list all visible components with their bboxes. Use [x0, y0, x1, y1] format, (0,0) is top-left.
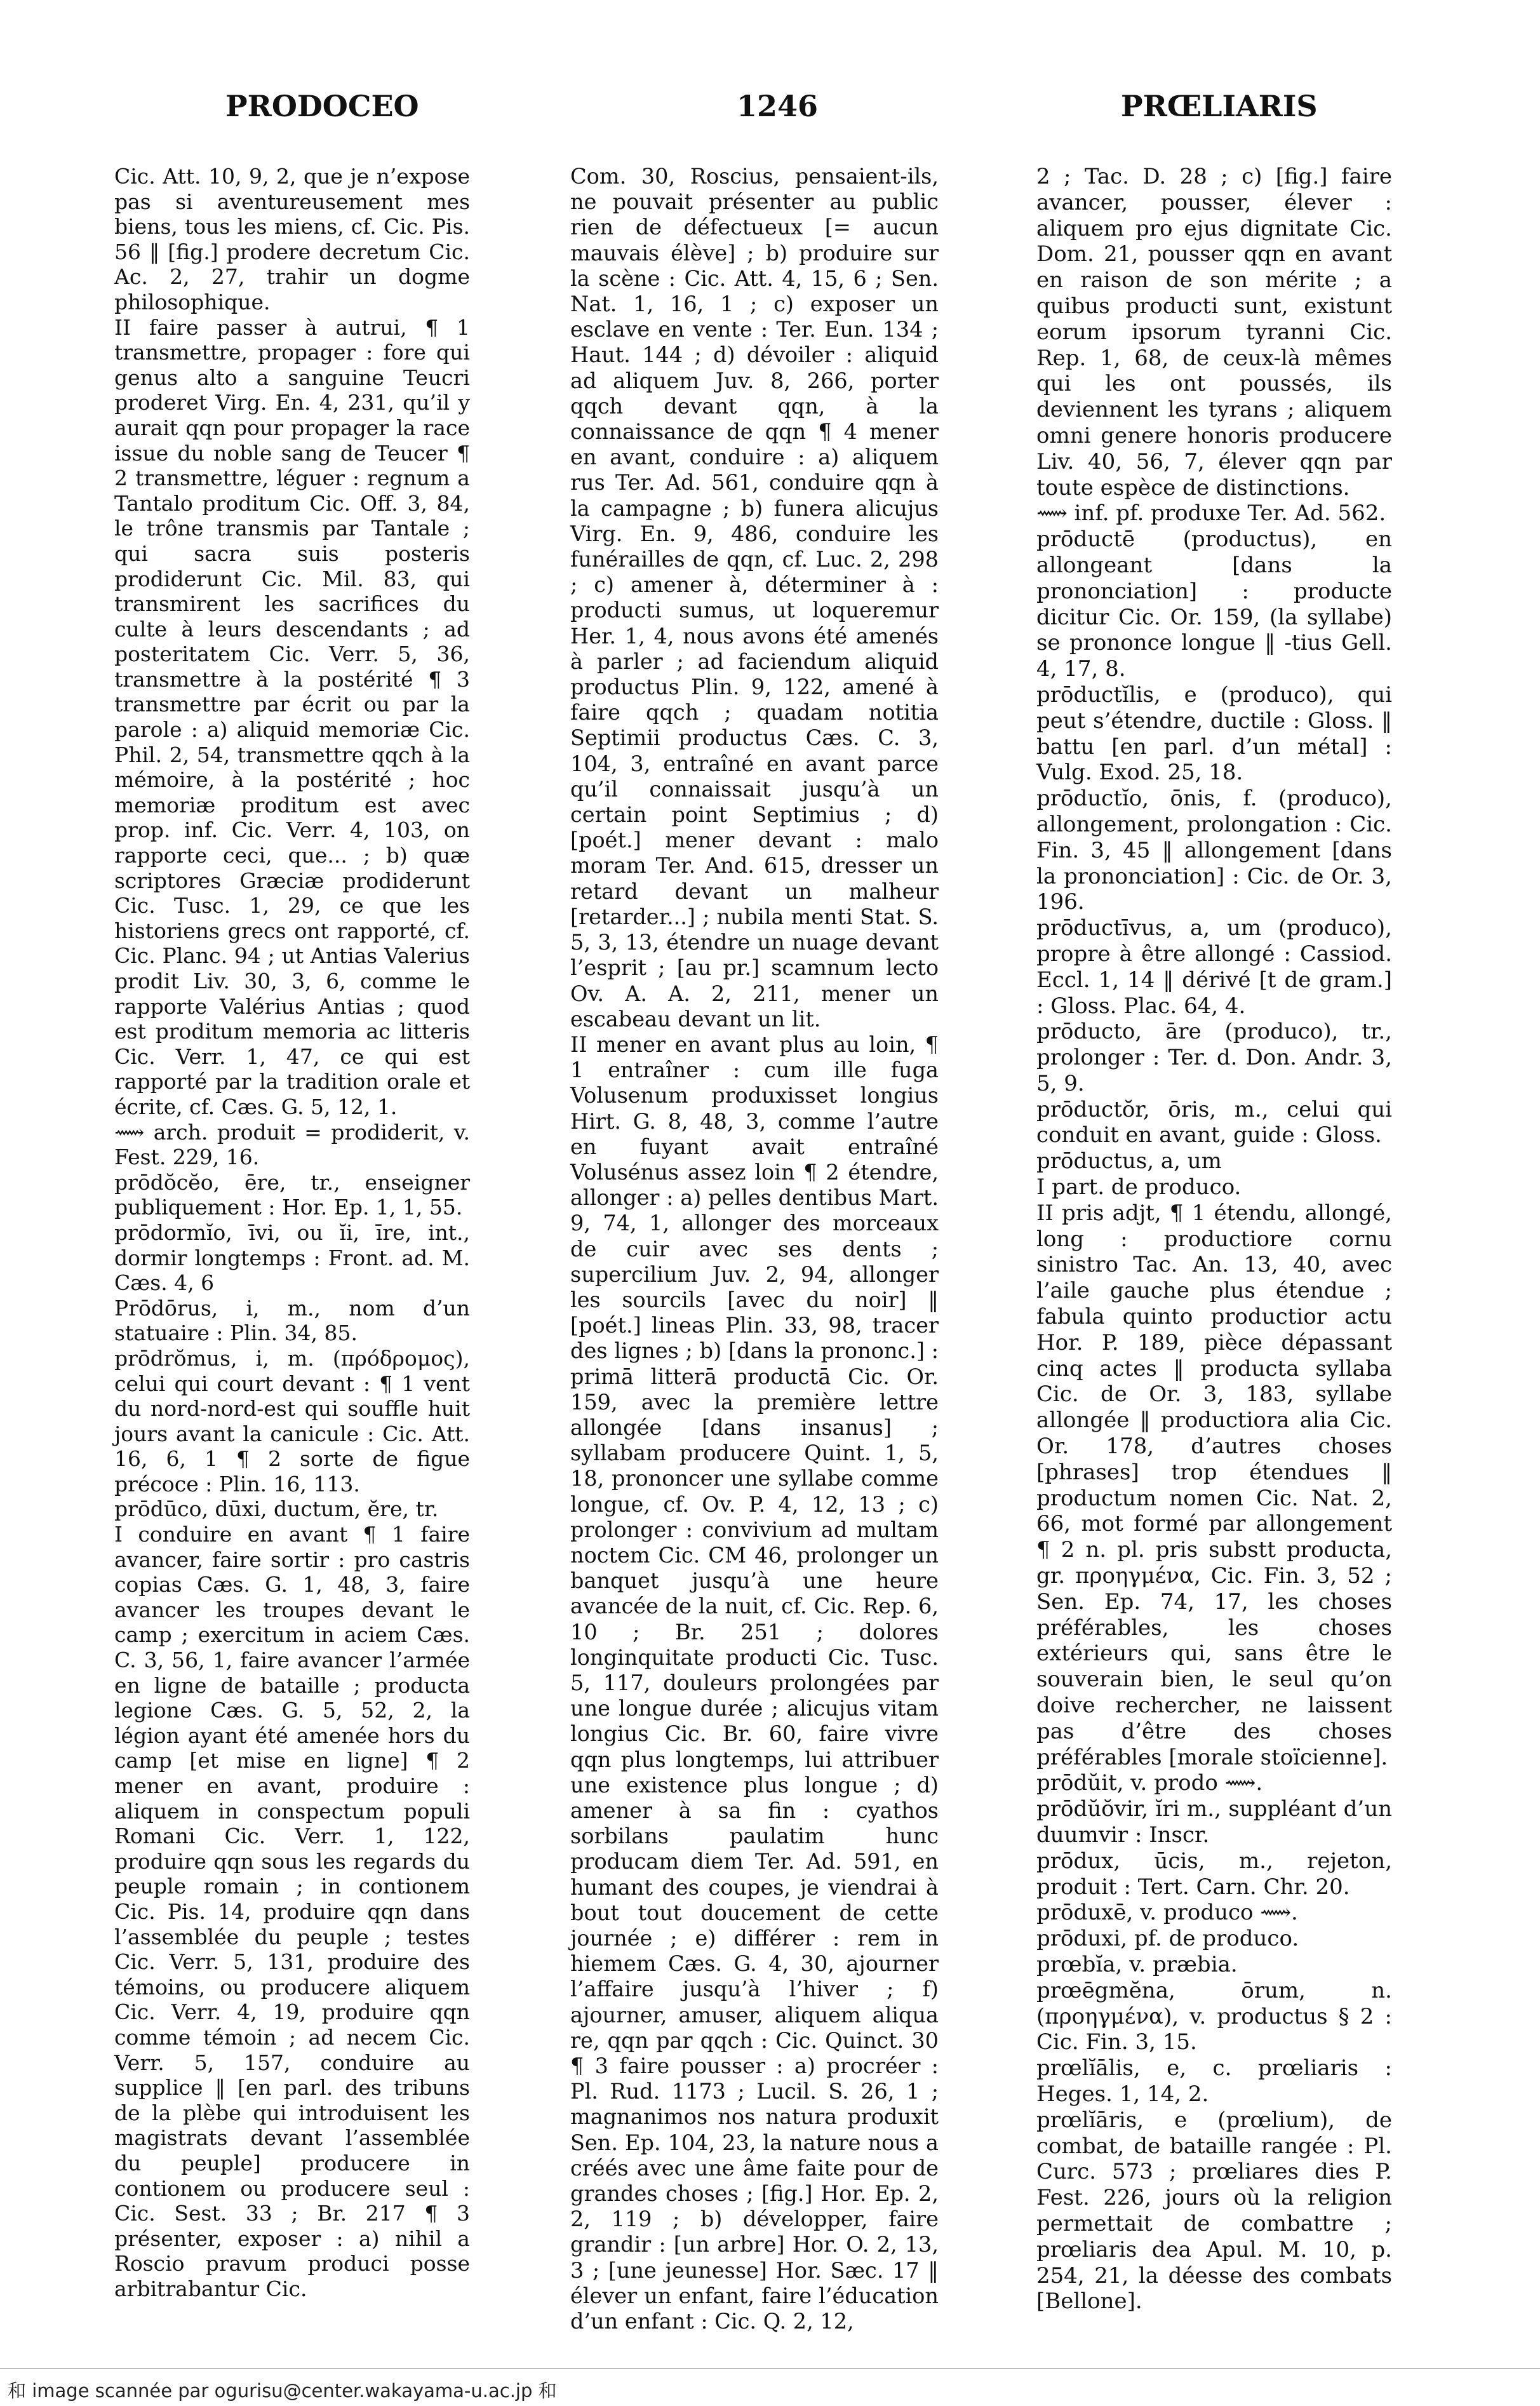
entry: prœbĭa, v. præbia. [1036, 1951, 1238, 1977]
entry: prōdux, ūcis, m., rejeton, produit : Tert. Carn. Chr. 20. [1036, 1848, 1392, 1900]
entry: prōdormĭo, īvi, ou ĭi, īre, int., dormir longtemps : Front. ad. M. Cæs. 4, 6 [114, 1220, 470, 1296]
entry: prōducto, āre (produco), tr., prolonger : Ter. d. Don. Andr. 3, 5, 9. [1036, 1019, 1392, 1096]
entry: II mener en avant plus au loin, ¶ 1 entraîner : cum ille fuga Volusenum produxisset longius Hirt. G. 8, 48, 3, comme l’autre en fuyant avait entraîné Volusénus assez loin ¶ 2 étendre, allonger : a) pelles dentibus Mart. 9, 74, 1, allonger des morceaux de cuir avec ses dents ; supercilium Juv. 2, 94, allonger les sourcils [avec du noir] ‖ [poét.] lineas Plin. 33, 98, tracer des lignes ; b) [dans la prononc.] : primā litterā productā Cic. Or. 159, avec la première lettre allongée [dans insanus] ; syllabam producere Quint. 1, 5, 18, prononcer une syllabe comme longue, cf. Ov. P. 4, 12, 13 ; c) prolonger : convivium ad multam noctem Cic. CM 46, prolonger un banquet jusqu’à une heure avancée de la nuit, cf. Cic. Rep. 6, 10 ; Br. 251 ; dolores longinquitate producti Cic. Tusc. 5, 117, douleurs prolongées par une longue durée ; alicujus vitam longius Cic. Br. 60, faire vivre qqn plus longtemps, lui attribuer une existence plus longue ; d) amener à sa fin : cyathos sorbilans paulatim hunc producam diem Ter. Ad. 591, en humant des coupes, je viendrai à bout tout doucement de cette journée ; e) différer : rem in hiemem Cæs. G. 4, 30, ajourner l’affaire jusqu’à l’hiver ; f) ajourner, amuser, aliquem aliqua re, qqn par qqch : Cic. Quinct. 30 ¶ 3 faire pousser : a) procréer : Pl. Rud. 1173 ; Lucil. S. 26, 1 ; magnanimos nos natura produxit Sen. Ep. 104, 23, la nature nous a créés avec une âme faite pour de grandes choses ; [fig.] Hor. Ep. 2, 2, 119 ; b) développer, faire grandir : [un arbre] Hor. O. 2, 13, 3 ; [une jeunesse] Hor. Sæc. 17 ‖ élever un enfant, faire l’éducation d’un enfant : Cic. Q. 2, 12, [570, 1032, 939, 2334]
entry: prōductĭlis, e (produco), qui peut s’étendre, ductile : Gloss. ‖ battu [en parl. d’un métal] : Vulg. Exod. 25, 18. [1036, 682, 1392, 786]
entry: prōductŏr, ōris, m., celui qui conduit en avant, guide : Gloss. [1036, 1096, 1392, 1148]
entry: prōdŭit, v. prodo ⟿. [1036, 1770, 1263, 1796]
entry: Cic. Att. 10, 9, 2, que je n’expose pas si aventureusement mes biens, tous les miens, cf. Cic. Pis. 56 ‖ [fig.] prodere decretum Cic. Ac. 2, 27, trahir un dogme philosophique. [114, 164, 470, 314]
entry: prōdrŏmus, i, m. (πρόδρομος), celui qui court devant : ¶ 1 vent du nord-nord-est qui souffle huit jours avant la canicule : Cic. Att. 16, 6, 1 ¶ 2 sorte de figue précoce : Plin. 16, 113. [114, 1345, 470, 1496]
right-guideword: PRŒLIARIS [1121, 89, 1318, 123]
entry: prōductē (productus), en allongeant [dans la prononciation] : producte dicitur Cic. Or. 159, (la syllabe) se prononce longue ‖ -tius Gell. 4, 17, 8. [1036, 527, 1392, 682]
entry: 2 ; Tac. D. 28 ; c) [fig.] faire avancer, pousser, élever : aliquem pro ejus dignitate Cic. Dom. 21, pousser qqn en avant en raison de son mérite ; a quibus producti sunt, existunt eorum ipsorum tyranni Cic. Rep. 1, 68, de ceux-là mêmes qui les ont poussés, ils deviennent les tyrans ; aliquem omni genere honoris producere Liv. 40, 56, 7, élever qqn par toute espèce de distinctions. [1036, 164, 1392, 501]
footer-divider [0, 2368, 1540, 2369]
column-2 [570, 164, 939, 2334]
entry: prōdŏcĕo, ēre, tr., enseigner publiquement : Hor. Ep. 1, 1, 55. [114, 1169, 470, 1220]
page-header [0, 89, 1540, 140]
entry: ⟿ arch. produit = prodiderit, v. Fest. 229, 16. [114, 1119, 470, 1170]
entry: prœēgmĕna, ōrum, n. (προηγμένα), v. productus § 2 : Cic. Fin. 3, 15. [1036, 1977, 1392, 2055]
page-number: 1246 [737, 89, 819, 123]
entry: prōdūco, dūxi, ductum, ĕre, tr. [114, 1496, 439, 1522]
entry: I conduire en avant ¶ 1 faire avancer, faire sortir : pro castris copias Cæs. G. 1, 48, 3, faire avancer les troupes devant le camp ; exercitum in aciem Cæs. C. 3, 56, 1, faire avancer l’armée en ligne de bataille ; producta legione Cæs. G. 5, 52, 2, la légion ayant été amenée hors du camp [et mise en ligne] ¶ 2 mener en avant, produire : aliquem in conspectum populi Romani Cic. Verr. 1, 122, produire qqn sous les regards du peuple romain ; in contionem Cic. Pis. 14, produire qqn dans l’assemblée du peuple ; testes Cic. Verr. 5, 131, produire des témoins, ou producere aliquem Cic. Verr. 4, 19, produire qqn comme témoin ; ad necem Cic. Verr. 5, 157, conduire au supplice ‖ [en parl. des tribuns de la plèbe qui introduisent les magistrats devant l’assemblée du peuple] producere in contionem ou producere seul : Cic. Sest. 33 ; Br. 217 ¶ 3 présenter, exposer : a) nihil a Roscio pravum produci posse arbitrabantur Cic. [114, 1522, 470, 2301]
entry: prœlĭāris, e (prœlium), de combat, de bataille rangée : Pl. Curc. 573 ; prœliares dies P. Fest. 226, jours où la religion permettait de combattre ; prœliaris dea Apul. M. 10, p. 254, 21, la déesse des combats [Bellone]. [1036, 2107, 1392, 2315]
entry: prōduxē, v. produco ⟿. [1036, 1900, 1298, 1926]
entry: prœlĭālis, e, c. prœliaris : Heges. 1, 14, 2. [1036, 2055, 1392, 2107]
entry: ⟿ inf. pf. produxe Ter. Ad. 562. [1036, 501, 1386, 527]
left-guideword: PRODOCEO [225, 89, 419, 123]
entry: Prōdōrus, i, m., nom d’un statuaire : Plin. 34, 85. [114, 1295, 470, 1346]
entry: II faire passer à autrui, ¶ 1 transmettre, propager : fore qui genus alto a sanguine Teucri proderet Virg. En. 4, 231, qu’il y aurait qqn pour propager la race issue du noble sang de Teucer ¶ 2 transmettre, léguer : regnum a Tantalo proditum Cic. Off. 3, 84, le trône transmis par Tantale ; qui sacra suis posteris prodiderunt Cic. Mil. 83, qui transmirent les sacrifices du culte à leurs descendants ; ad posteritatem Cic. Verr. 5, 36, transmettre à la postérité ¶ 3 transmettre par écrit ou par la parole : a) aliquid memoriæ Cic. Phil. 2, 54, transmettre qqch à la mémoire, à la postérité ; hoc memoriæ proditum est avec prop. inf. Cic. Verr. 4, 103, on rapporte ceci, que... ; b) quæ scriptores Græciæ prodiderunt Cic. Tusc. 1, 29, ce que les historiens grecs ont rapporté, cf. Cic. Planc. 94 ; ut Antias Valerius prodit Liv. 30, 3, 6, comme le rapporte Valérius Antias ; quod est proditum memoria ac litteris Cic. Verr. 1, 47, ce qui est rapporté par la tradition orale et écrite, cf. Cæs. G. 5, 12, 1. [114, 314, 470, 1119]
entry: I part. de produco. [1036, 1174, 1242, 1200]
column-1 [114, 164, 470, 2301]
entry: prōductĭo, ōnis, f. (produco), allongement, prolongation : Cic. Fin. 3, 45 ‖ allongement [dans la prononciation] : Cic. de Or. 3, 196. [1036, 786, 1392, 915]
scan-credit-footer: 和 image scannée par ogurisu@center.wakayama-u.ac.jp 和 [8, 2380, 557, 2402]
column-3 [1036, 164, 1392, 2315]
entry: Com. 30, Roscius, pensaient-ils, ne pouvait présenter au public rien de défectueux [= aucun mauvais élève] ; b) produire sur la scène : Cic. Att. 4, 15, 6 ; Sen. Nat. 1, 16, 1 ; c) exposer un esclave en vente : Ter. Eun. 134 ; Haut. 144 ; d) dévoiler : aliquid ad aliquem Juv. 8, 266, porter qqch devant qqn, à la connaissance de qqn ¶ 4 mener en avant, conduire : a) aliquem rus Ter. Ad. 561, conduire qqn à la campagne ; b) funera alicujus Virg. En. 9, 486, conduire les funérailles de qqn, cf. Luc. 2, 298 ; c) amener à, déterminer à : producti sumus, ut loqueremur Her. 1, 4, nous avons été amenés à parler ; ad faciendum aliquid productus Plin. 9, 122, amené à faire qqch ; quadam notitia Septimii productus Cæs. C. 3, 104, 3, entraîné en avant parce qu’il connaissait jusqu’à un certain point Septimius ; d) [poét.] mener devant : malo moram Ter. And. 615, dresser un retard devant un malheur [retarder...] ; nubila menti Stat. S. 5, 3, 13, étendre un nuage devant l’esprit ; [au pr.] scamnum lecto Ov. A. A. 2, 211, mener un escabeau devant un lit. [570, 164, 939, 1032]
entry: II pris adjt, ¶ 1 étendu, allongé, long : productiore cornu sinistro Tac. An. 13, 40, avec l’aile gauche plus étendue ; fabula quinto productior actu Hor. P. 189, pièce dépassant cinq actes ‖ producta syllaba Cic. de Or. 3, 183, syllabe allongée ‖ productiora alia Cic. Or. 178, d’autres choses [phrases] trop étendues ‖ productum nomen Cic. Nat. 2, 66, mot formé par allongement ¶ 2 n. pl. pris substt producta, gr. προηγμένα, Cic. Fin. 3, 52 ; Sen. Ep. 74, 17, les choses préférables, les choses extérieurs qui, sans être le souverain bien, le seul qu’on doive rechercher, ne laissent pas d’être des choses préférables [morale stoïcienne]. [1036, 1200, 1392, 1770]
entry: prōduxi, pf. de produco. [1036, 1926, 1299, 1952]
entry: prōductus, a, um [1036, 1148, 1222, 1174]
entry: prōdŭŏvir, ĭri m., suppléant d’un duumvir : Inscr. [1036, 1796, 1392, 1848]
entry: prōductīvus, a, um (produco), propre à être allongé : Cassiod. Eccl. 1, 14 ‖ dérivé [t de gram.] : Gloss. Plac. 64, 4. [1036, 915, 1392, 1019]
